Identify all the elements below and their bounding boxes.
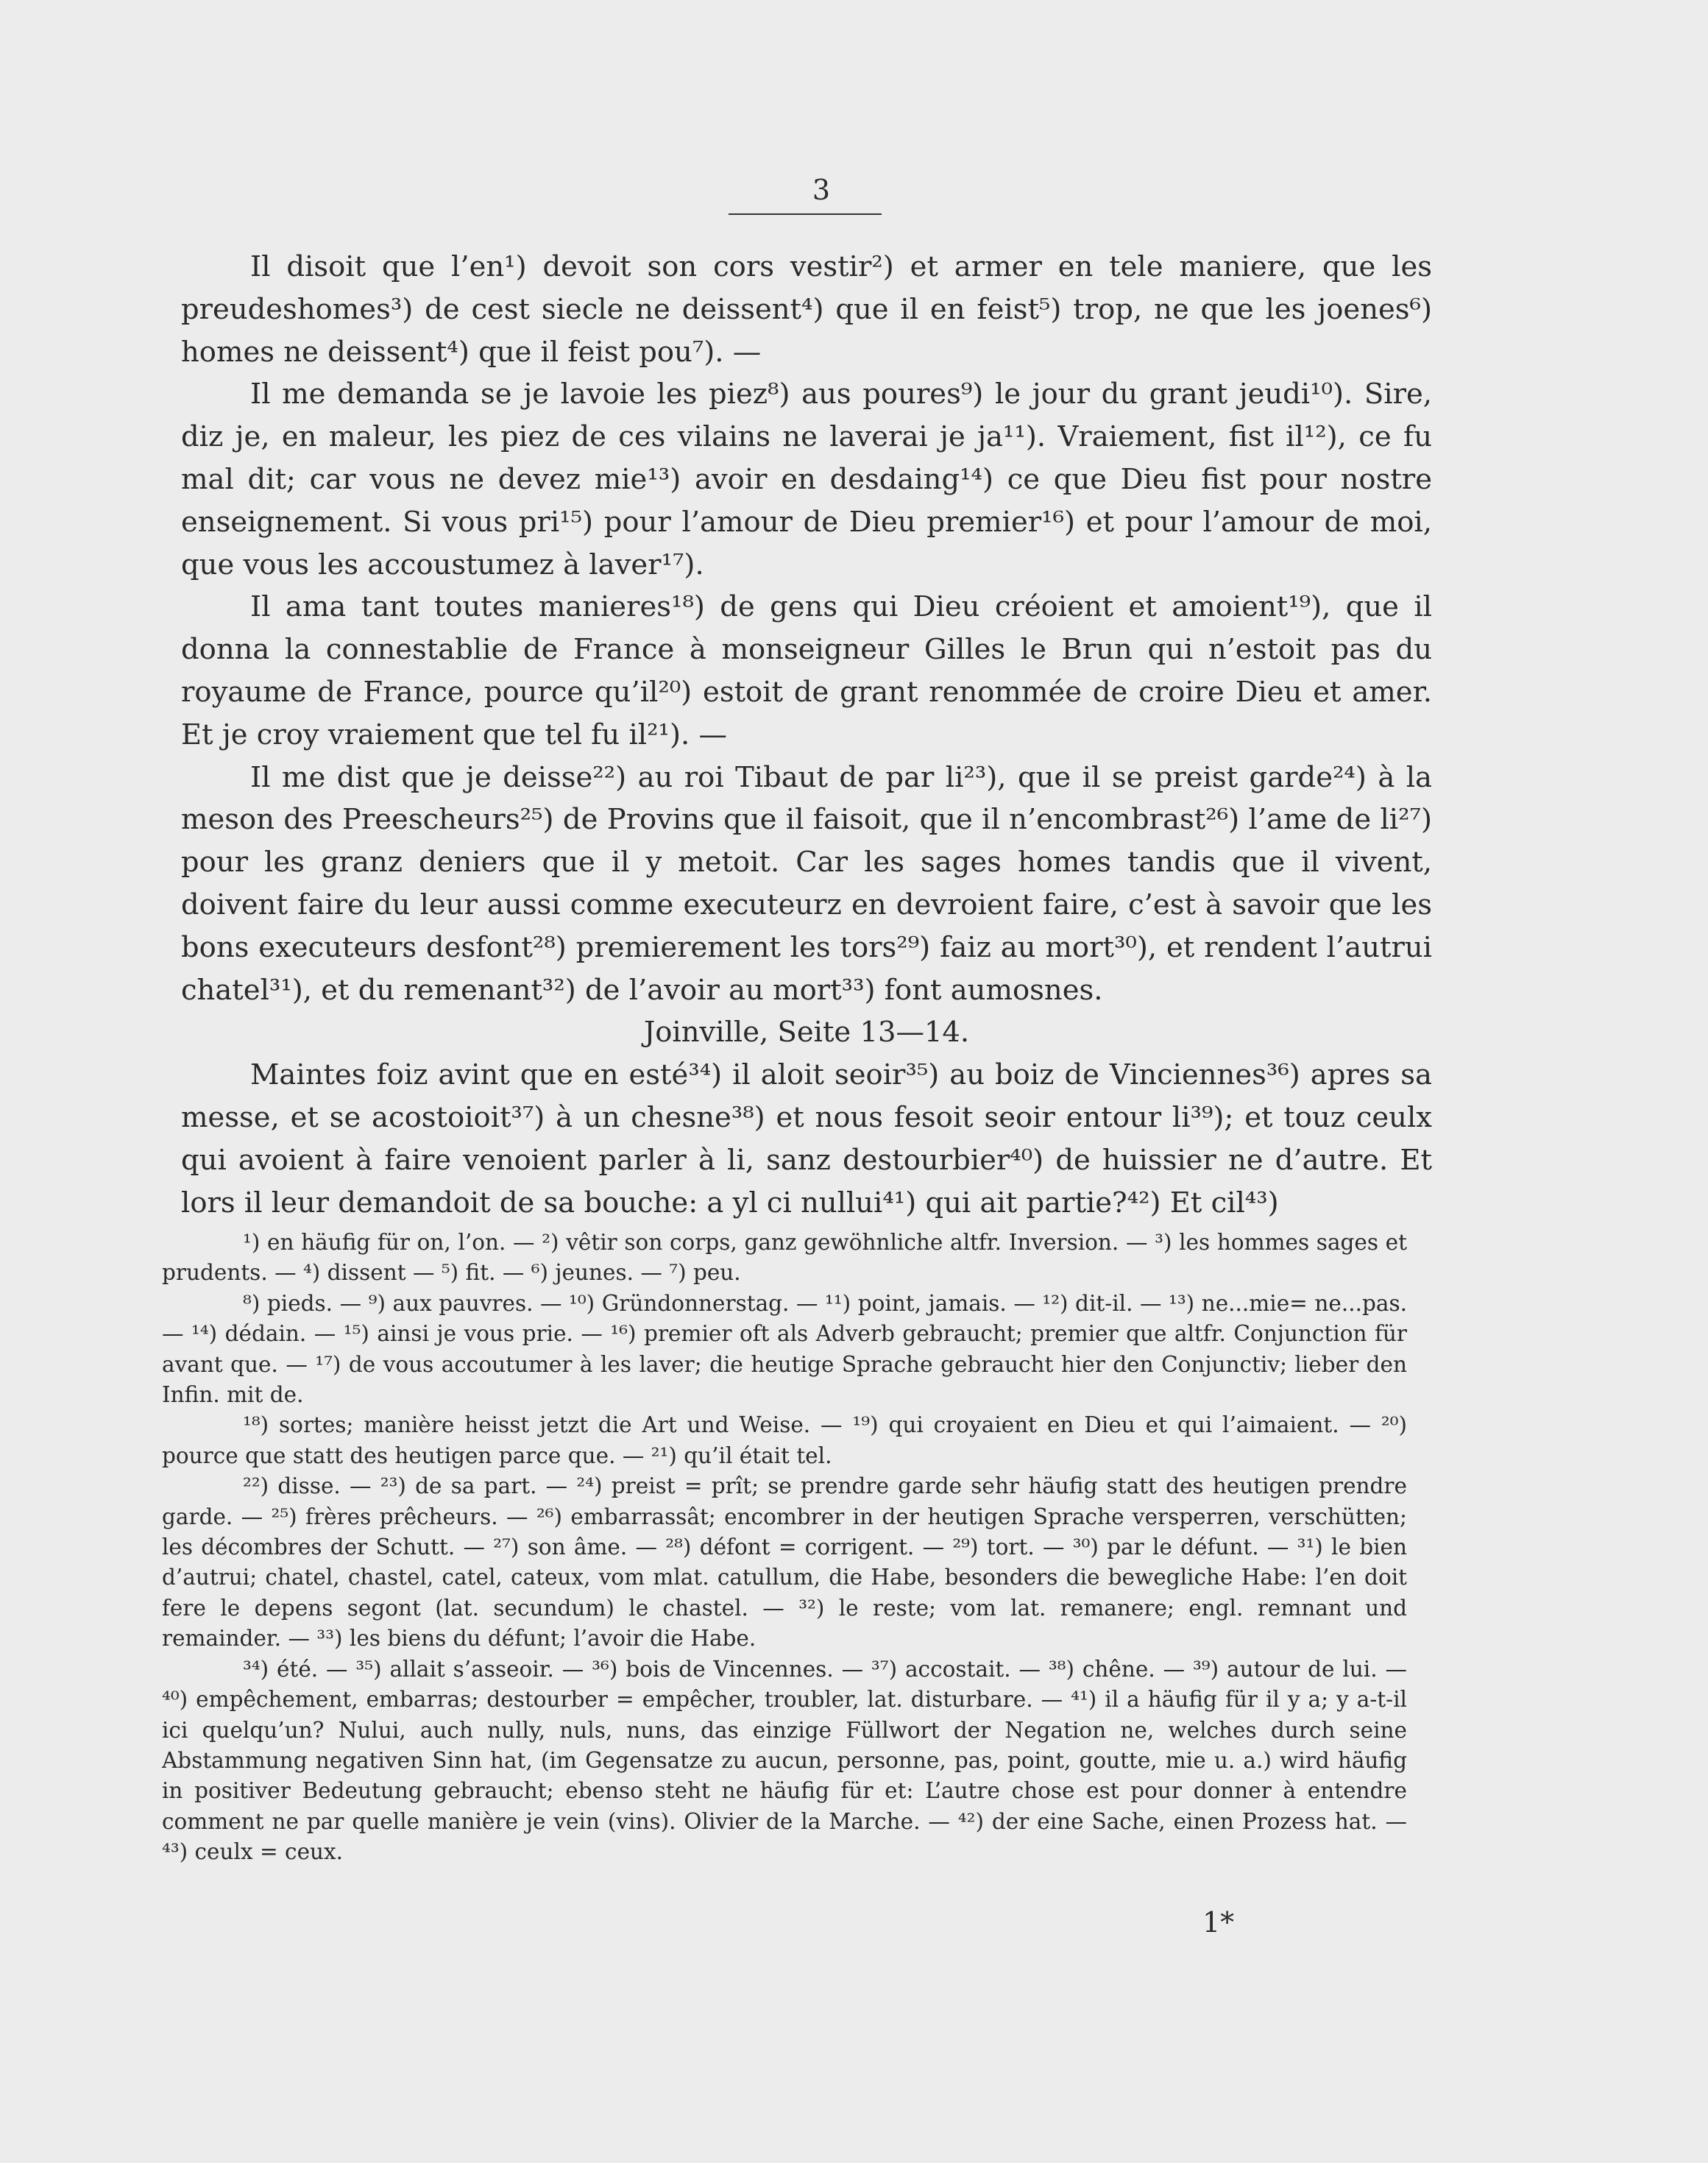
- footnote-block: ²²) disse. — ²³) de sa part. — ²⁴) preist = prît; se prendre garde sehr häufig statt des heutigen prendre garde. — ²⁵) frères prêcheurs. — ²⁶) embarrassât; encombrer in der heutigen Sprache versperren, verschütten; les décombres der Schutt. — ²⁷) son âme. — ²⁸) défont = corrigent. — ²⁹) tort. — ³⁰) par le défunt. — ³¹) le bien d’autrui; chatel, chastel, catel, cateux, vom mlat. catullum, die Habe, besonders die bewegliche Habe: l’en doit fere le depens segont (lat. secundum) le chastel. — ³²) le reste; vom lat. remanere; engl. remnant und remainder. — ³³) les biens du défunt; l’avoir die Habe.: [162, 1473, 1407, 1652]
- main-paragraph: Il disoit que l’en¹) devoit son cors vestir²) et armer en tele maniere, que les preudeshomes³) de cest siecle ne deissent⁴) que il en feist⁵) trop, ne que les joenes⁶) homes ne deissent⁴) que il feist pou⁷). —: [181, 250, 1432, 369]
- page-number-rule: [729, 213, 882, 215]
- main-paragraph: Maintes foiz avint que en esté³⁴) il aloit seoir³⁵) au boiz de Vinciennes³⁶) apres sa messe, et se acostoioit³⁷) à un chesne³⁸) et nous fesoit seoir entour li³⁹); et touz ceulx qui avoient à faire venoient parler à li, sanz destourbier⁴⁰) de huissier ne d’autre. Et lors il leur demandoit de sa bouche: a yl ci nullui⁴¹) qui ait partie?⁴²) Et cil⁴³): [181, 1058, 1432, 1219]
- main-paragraph: Il ama tant toutes manieres¹⁸) de gens qui Dieu créoient et amoient¹⁹), que il donna la connestablie de France à monseigneur Gilles le Brun qui n’estoit pas du royaume de France, pource qu’il²⁰) estoit de grant renommée de croire Dieu et amer. Et je croy vraiement que tel fu il²¹). —: [181, 590, 1432, 751]
- footnote-block: ¹) en häufig für on, l’on. — ²) vêtir son corps, ganz gewöhnliche altfr. Inversion. — ³) les hommes sages et prudents. — ⁴) dissent — ⁵) fit. — ⁶) jeunes. — ⁷) peu.: [162, 1230, 1407, 1286]
- footnote-block: ⁸) pieds. — ⁹) aux pauvres. — ¹⁰) Gründonnerstag. — ¹¹) point, jamais. — ¹²) dit-il. — ¹³) ne...mie= ne...pas. — ¹⁴) dédain. — ¹⁵) ainsi je vous prie. — ¹⁶) premier oft als Adverb gebraucht; premier que altfr. Conjunction für avant que. — ¹⁷) de vous accoutumer à les laver; die heutige Sprache gebraucht hier den Conjunctiv; lieber den Infin. mit de.: [162, 1290, 1407, 1408]
- footnotes: [162, 1228, 1407, 1868]
- source-citation: Joinville, Seite 13—14.: [643, 1016, 970, 1049]
- main-paragraph: Il me demanda se je lavoie les piez⁸) aus poures⁹) le jour du grant jeudi¹⁰). Sire, diz je, en maleur, les piez de ces vilains ne laverai je ja¹¹). Vraiement, fist il¹²), ce fu mal dit; car vous ne devez mie¹³) avoir en desdaing¹⁴) ce que Dieu fist pour nostre enseignement. Si vous pri¹⁵) pour l’amour de Dieu premier¹⁶) et pour l’amour de moi, que vous les accoustumez à laver¹⁷).: [181, 378, 1432, 581]
- main-text: [181, 246, 1432, 1224]
- main-paragraph: Il me dist que je deisse²²) au roi Tibaut de par li²³), que il se preist garde²⁴) à la meson des Preescheurs²⁵) de Provins que il faisoit, que il n’encombrast²⁶) l’ame de li²⁷) pour les granz deniers que il y metoit. Car les sages homes tandis que il vivent, doivent faire du leur aussi comme executeurz en devroient faire, c’est à savoir que les bons executeurs desfont²⁸) premierement les tors²⁹) faiz au mort³⁰), et rendent l’autrui chatel³¹), et du remenant³²) de l’avoir au mort³³) font aumosnes.: [181, 760, 1432, 1007]
- page-number: 3: [812, 174, 831, 206]
- signature-mark: 1*: [1202, 1906, 1235, 1939]
- footnote-block: ¹⁸) sortes; manière heisst jetzt die Art und Weise. — ¹⁹) qui croyaient en Dieu et qui l’aimaient. — ²⁰) pource que statt des heutigen parce que. — ²¹) qu’il était tel.: [162, 1412, 1407, 1468]
- footnote-block: ³⁴) été. — ³⁵) allait s’asseoir. — ³⁶) bois de Vincennes. — ³⁷) accostait. — ³⁸) chêne. — ³⁹) autour de lui. — ⁴⁰) empêchement, embarras; destourber = empêcher, troubler, lat. disturbare. — ⁴¹) il a häufig für il y a; y a-t-il ici quelqu’un? Nului, auch nully, nuls, nuns, das einzige Füllwort der Negation ne, welches durch seine Abstammung negativen Sinn hat, (im Gegensatze zu aucun, personne, pas, point, goutte, mie u. a.) wird häufig in positiver Bedeutung gebraucht; ebenso steht ne häufig für et: L’autre chose est pour donner à entendre comment ne par quelle manière je vein (vins). Olivier de la Marche. — ⁴²) der eine Sache, einen Prozess hat. — ⁴³) ceulx = ceux.: [162, 1656, 1407, 1865]
